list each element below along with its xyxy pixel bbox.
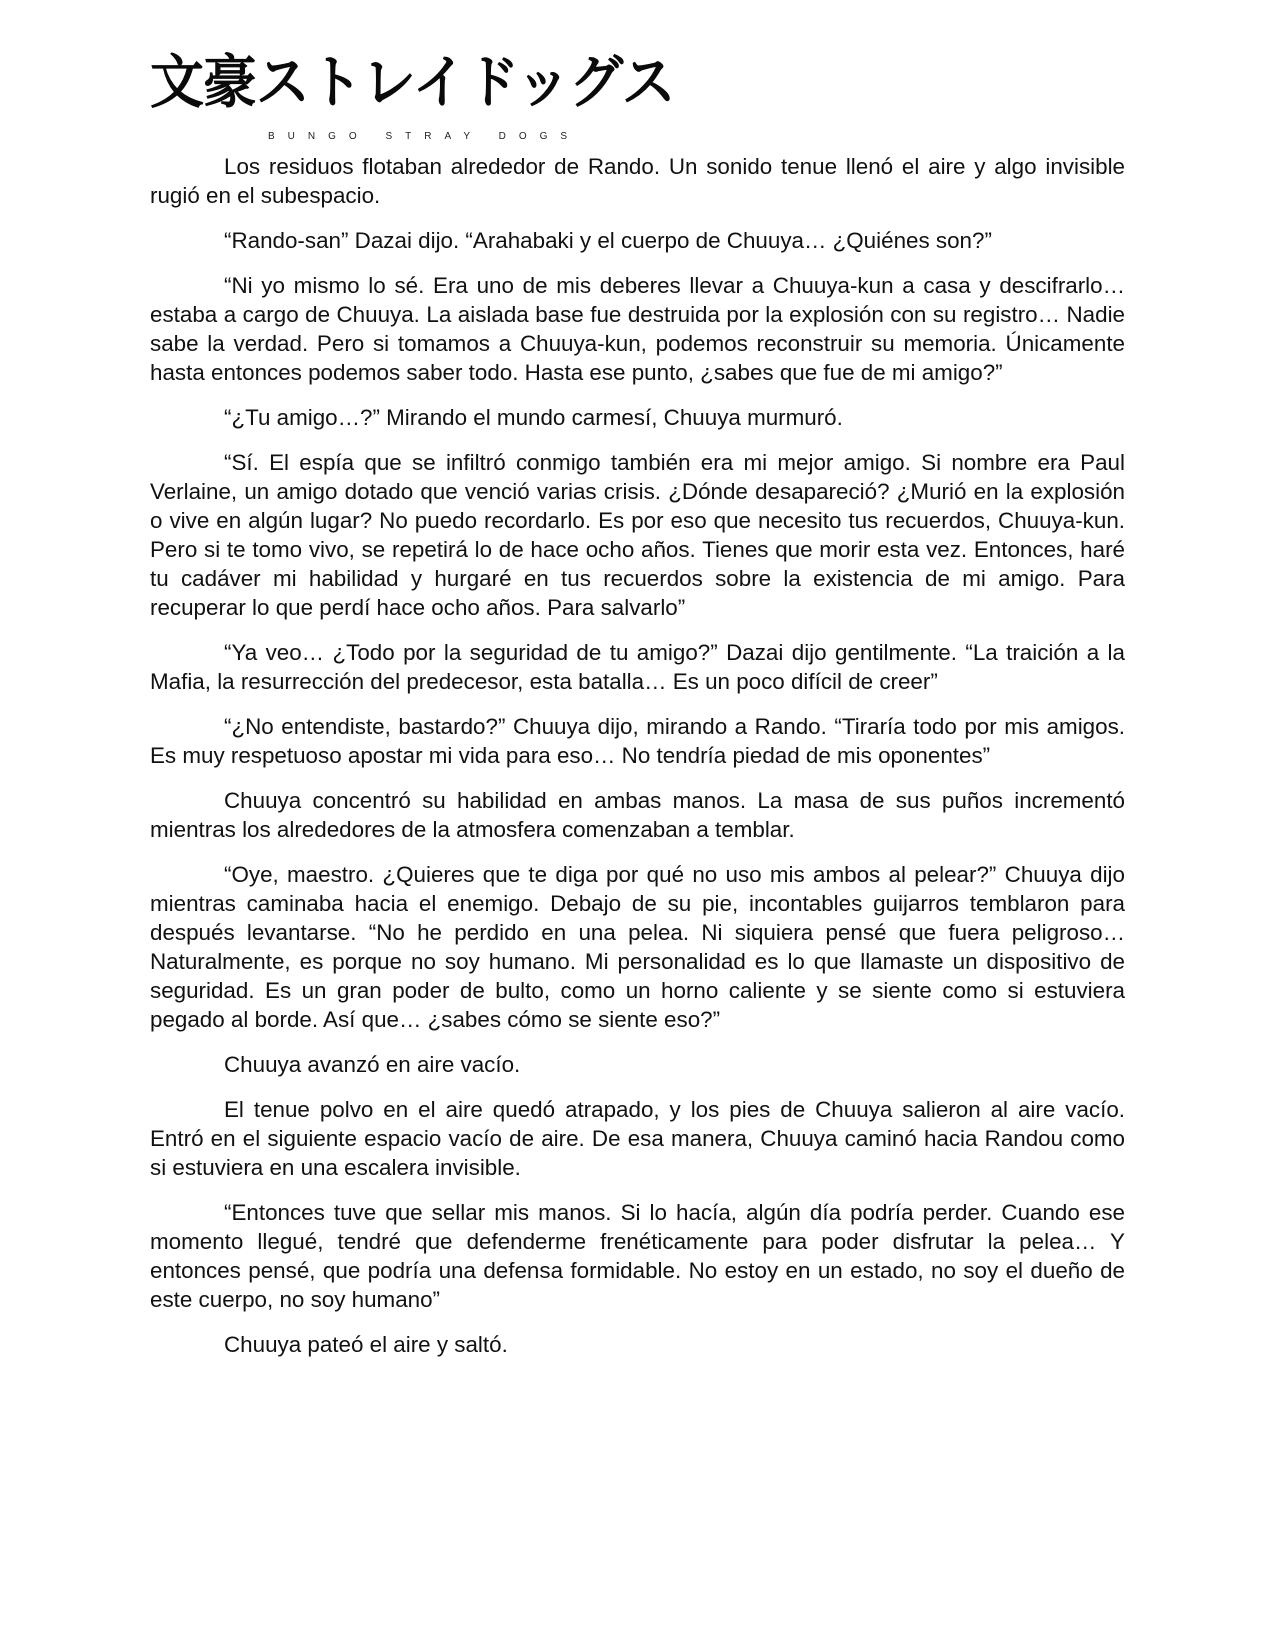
paragraph: “Sí. El espía que se infiltró conmigo también era mi mejor amigo. Si nombre era Paul Verlaine, un amigo dotado que venció varias crisis. ¿Dónde desapareció? ¿Murió en la explosión o vive en algún lugar? No puedo recordarlo. Es por eso que necesito tus recuerdos, Chuuya-kun. Pero si te tomo vivo, se repetirá lo de hace ocho años. Tienes que morir esta vez. Entonces, haré tu cadáver mi habilidad y hurgaré en tus recuerdos sobre la existencia de mi amigo. Para recuperar lo que perdí hace ocho años. Para salvarlo” <box>150 450 1125 620</box>
paragraph: Chuuya avanzó en aire vacío. <box>224 1052 521 1077</box>
paragraph: “¿Tu amigo…?” Mirando el mundo carmesí, Chuuya murmuró. <box>224 405 843 430</box>
paragraph: Chuuya pateó el aire y saltó. <box>224 1332 508 1357</box>
paragraph: El tenue polvo en el aire quedó atrapado, y los pies de Chuuya salieron al aire vacío. Entró en el siguiente espacio vacío de aire. De esa manera, Chuuya caminó hacia Randou como si estuviera en una escalera invisible. <box>150 1097 1125 1180</box>
paragraph: “Ya veo… ¿Todo por la seguridad de tu amigo?” Dazai dijo gentilmente. “La traición a la Mafia, la resurrección del predecesor, esta batalla… Es un poco difícil de creer” <box>150 640 1125 694</box>
logo-subtitle: BUNGO STRAY DOGS <box>268 131 581 142</box>
paragraph: “Rando-san” Dazai dijo. “Arahabaki y el cuerpo de Chuuya… ¿Quiénes son?” <box>224 228 992 253</box>
paragraph: “Entonces tuve que sellar mis manos. Si lo hacía, algún día podría perder. Cuando ese momento llegué, tendré que defenderme frenéticamente para poder disfrutar la pelea… Y entonces pensé, que podría una defensa formidable. No estoy en un estado, no soy el dueño de este cuerpo, no soy humano” <box>150 1200 1125 1312</box>
paragraph: Chuuya concentró su habilidad en ambas manos. La masa de sus puños incrementó mientras los alrededores de la atmosfera comenzaban a temblar. <box>150 788 1125 842</box>
paragraph: “Oye, maestro. ¿Quieres que te diga por qué no uso mis ambos al pelear?” Chuuya dijo mientras caminaba hacia el enemigo. Debajo de su pie, incontables guijarros temblaron para después levantarse. “No he perdido en una pelea. Ni siquiera pensé que fuera peligroso… Naturalmente, es porque no soy humano. Mi personalidad es lo que llamaste un dispositivo de seguridad. Es un gran poder de bulto, como un horno caliente y se siente como si estuviera pegado al borde. Así que… ¿sabes cómo se siente eso?” <box>150 862 1125 1032</box>
paragraph: Los residuos flotaban alrededor de Rando. Un sonido tenue llenó el aire y algo invisible rugió en el subespacio. <box>150 154 1125 208</box>
document-body <box>150 152 1125 1375</box>
logo-title: 文豪ストレイドッグス <box>150 48 675 116</box>
paragraph: “¿No entendiste, bastardo?” Chuuya dijo, mirando a Rando. “Tiraría todo por mis amigos. Es muy respetuoso apostar mi vida para eso… No tendría piedad de mis oponentes” <box>150 714 1125 768</box>
paragraph: “Ni yo mismo lo sé. Era uno de mis deberes llevar a Chuuya-kun a casa y descifrarlo… estaba a cargo de Chuuya. La aislada base fue destruida por la explosión con su registro… Nadie sabe la verdad. Pero si tomamos a Chuuya-kun, podemos reconstruir su memoria. Únicamente hasta entonces podemos saber todo. Hasta ese punto, ¿sabes que fue de mi amigo?” <box>150 273 1125 385</box>
page-header <box>150 48 710 148</box>
